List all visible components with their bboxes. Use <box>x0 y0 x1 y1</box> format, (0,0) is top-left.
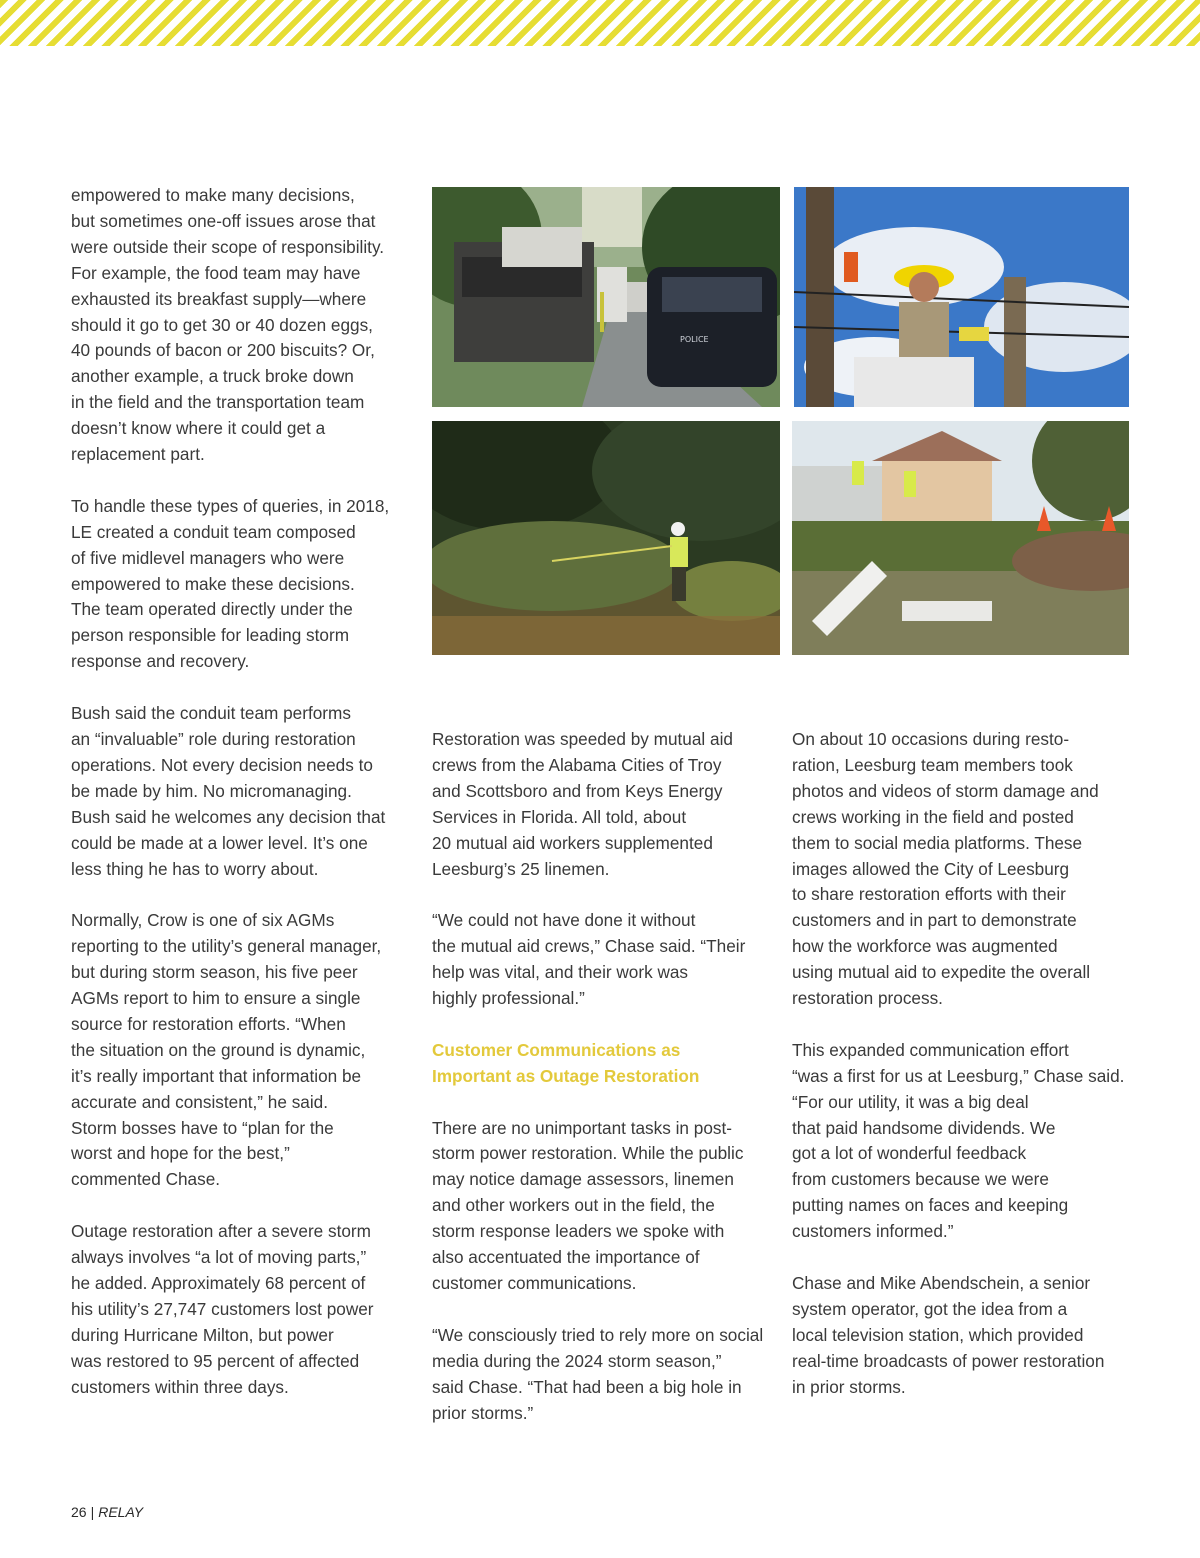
text-line: Chase and Mike Abendschein, a senior <box>792 1273 1091 1293</box>
text-line: could be made at a lower level. It’s one <box>71 832 368 853</box>
text-line: response and recovery. <box>71 651 250 672</box>
text-line: reporting to the utility’s general manager, <box>71 936 382 957</box>
text-line: This expanded communication effort <box>792 1039 1069 1060</box>
paragraph <box>432 908 777 1012</box>
page-number: 26 <box>71 1504 87 1520</box>
text-line: from customers because we were <box>792 1169 1049 1190</box>
text-line: may notice damage assessors, linemen <box>432 1169 734 1190</box>
text-line: during Hurricane Milton, but power <box>71 1324 334 1345</box>
paragraph <box>792 1271 1137 1401</box>
text-line: images allowed the City of Leesburg <box>792 858 1070 879</box>
text-line: the situation on the ground is dynamic, <box>71 1039 366 1060</box>
text-line: For example, the food team may have <box>71 262 361 283</box>
decorative-stripe-band <box>0 0 1200 46</box>
text-line: accurate and consistent,” he said. <box>71 1091 329 1112</box>
text-line: in the field and the transportation team <box>71 392 365 413</box>
text-line: On about 10 occasions during resto- <box>792 729 1070 749</box>
text-line: also accentuated the importance of <box>432 1247 700 1268</box>
text-line: empowered to make many decisions, <box>71 185 355 205</box>
text-line: of five midlevel managers who were <box>71 547 345 568</box>
photo-damaged-fence-and-workers <box>792 421 1129 655</box>
text-line: ration, Leesburg team members took <box>792 754 1073 775</box>
text-line: source for restoration efforts. “When <box>71 1013 346 1034</box>
paragraph <box>792 1038 1137 1245</box>
text-line: customer communications. <box>432 1272 637 1293</box>
text-line: got a lot of wonderful feedback <box>792 1143 1027 1164</box>
magazine-name: RELAY <box>98 1504 144 1520</box>
section-heading <box>432 1038 777 1090</box>
text-line: Bush said the conduit team performs <box>71 703 351 724</box>
paragraph <box>71 183 416 468</box>
text-line: his utility’s 27,747 customers lost power <box>71 1298 374 1319</box>
text-line: Storm bosses have to “plan for the <box>71 1117 334 1138</box>
article-column-1 <box>71 183 416 1426</box>
text-line: AGMs report to him to ensure a single <box>71 988 361 1009</box>
text-line: person responsible for leading storm <box>71 625 350 646</box>
text-line: always involves “a lot of moving parts,” <box>71 1247 367 1268</box>
text-line: real-time broadcasts of power restoration <box>792 1350 1105 1371</box>
paragraph <box>71 494 416 675</box>
text-line: them to social media platforms. These <box>792 832 1083 853</box>
text-line: Services in Florida. All told, about <box>432 806 687 827</box>
police-label: POLICE <box>680 335 709 344</box>
paragraph <box>432 1323 777 1427</box>
text-line: using mutual aid to expedite the overall <box>792 962 1091 983</box>
text-line: another example, a truck broke down <box>71 366 354 387</box>
text-line: how the workforce was augmented <box>792 936 1058 957</box>
text-line: 40 pounds of bacon or 200 biscuits? Or, <box>71 340 375 361</box>
text-line: it’s really important that information be <box>71 1065 362 1086</box>
text-line: Bush said he welcomes any decision that <box>71 806 386 827</box>
text-line: the mutual aid crews,” Chase said. “Their <box>432 936 746 957</box>
text-line: and Scottsboro and from Keys Energy <box>432 780 723 801</box>
text-line: Restoration was speeded by mutual aid <box>432 729 733 749</box>
text-line: LE created a conduit team composed <box>71 521 356 542</box>
text-line: “We consciously tried to rely more on social <box>432 1324 764 1345</box>
article-column-2 <box>432 727 777 1452</box>
text-line: were outside their scope of responsibility. <box>71 236 385 257</box>
text-line: crews from the Alabama Cities of Troy <box>432 754 722 775</box>
text-line: crews working in the field and posted <box>792 806 1074 827</box>
text-line: commented Chase. <box>71 1169 221 1190</box>
text-line: putting names on faces and keeping <box>792 1195 1069 1216</box>
text-line: restoration process. <box>792 988 943 1009</box>
text-line: in prior storms. <box>792 1376 906 1397</box>
text-line: less thing he has to worry about. <box>71 858 319 879</box>
text-line: worst and hope for the best,” <box>71 1143 290 1164</box>
text-line: empowered to make these decisions. <box>71 573 355 594</box>
text-line: exhausted its breakfast supply—where <box>71 288 367 309</box>
text-line: Normally, Crow is one of six AGMs <box>71 910 335 931</box>
text-line: operations. Not every decision needs to <box>71 754 373 775</box>
text-line: local television station, which provided <box>792 1324 1084 1345</box>
text-line: but during storm season, his five peer <box>71 962 358 983</box>
text-line: 20 mutual aid workers supplemented <box>432 832 713 853</box>
text-line: prior storms.” <box>432 1402 534 1423</box>
text-line: The team operated directly under the <box>71 599 353 620</box>
paragraph <box>71 701 416 882</box>
text-line: he added. Approximately 68 percent of <box>71 1273 366 1293</box>
text-line: an “invaluable” role during restoration <box>71 729 356 749</box>
photo-utility-trucks-convoy <box>432 187 780 407</box>
photo-lineman-on-pole <box>794 187 1129 407</box>
paragraph <box>792 727 1137 1012</box>
text-line: Outage restoration after a severe storm <box>71 1221 371 1242</box>
text-line: photos and videos of storm damage and <box>792 780 1099 801</box>
article-column-3 <box>792 727 1137 1426</box>
text-line: to share restoration efforts with their <box>792 884 1066 905</box>
text-line: was restored to 95 percent of affected <box>71 1350 360 1371</box>
text-line: said Chase. “That had been a big hole in <box>432 1376 742 1397</box>
text-line: media during the 2024 storm season,” <box>432 1350 722 1371</box>
text-line: storm response leaders we spoke with <box>432 1221 725 1242</box>
text-line: system operator, got the idea from a <box>792 1298 1068 1319</box>
text-line: should it go to get 30 or 40 dozen eggs, <box>71 314 373 335</box>
text-line: and other workers out in the field, the <box>432 1195 715 1216</box>
text-line: storm power restoration. While the public <box>432 1143 744 1164</box>
text-line: help was vital, and their work was <box>432 962 689 983</box>
text-line: “We could not have done it without <box>432 910 696 931</box>
text-line: “was a first for us at Leesburg,” Chase said. <box>792 1065 1125 1086</box>
text-line: “For our utility, it was a big deal <box>792 1091 1029 1112</box>
text-line: replacement part. <box>71 444 205 465</box>
paragraph <box>71 1219 416 1400</box>
text-line: but sometimes one-off issues arose that <box>71 210 376 231</box>
text-line: customers within three days. <box>71 1376 289 1397</box>
text-line: customers and in part to demonstrate <box>792 910 1077 931</box>
text-line: customers informed.” <box>792 1221 954 1242</box>
paragraph <box>432 727 777 882</box>
heading-line: Customer Communications as <box>432 1039 681 1060</box>
footer-separator: | <box>90 1504 95 1520</box>
paragraph <box>71 908 416 1193</box>
text-line: doesn’t know where it could get a <box>71 418 326 439</box>
text-line: There are no unimportant tasks in post- <box>432 1117 732 1138</box>
text-line: To handle these types of queries, in 2018, <box>71 495 390 516</box>
paragraph <box>432 1116 777 1297</box>
text-line: Leesburg’s 25 linemen. <box>432 858 610 879</box>
text-line: that paid handsome dividends. We <box>792 1117 1056 1138</box>
photo-worker-cutting-fallen-tree <box>432 421 780 655</box>
page-footer <box>71 1504 143 1520</box>
text-line: be made by him. No micromanaging. <box>71 780 352 801</box>
text-line: highly professional.” <box>432 988 585 1009</box>
heading-line: Important as Outage Restoration <box>432 1065 700 1086</box>
